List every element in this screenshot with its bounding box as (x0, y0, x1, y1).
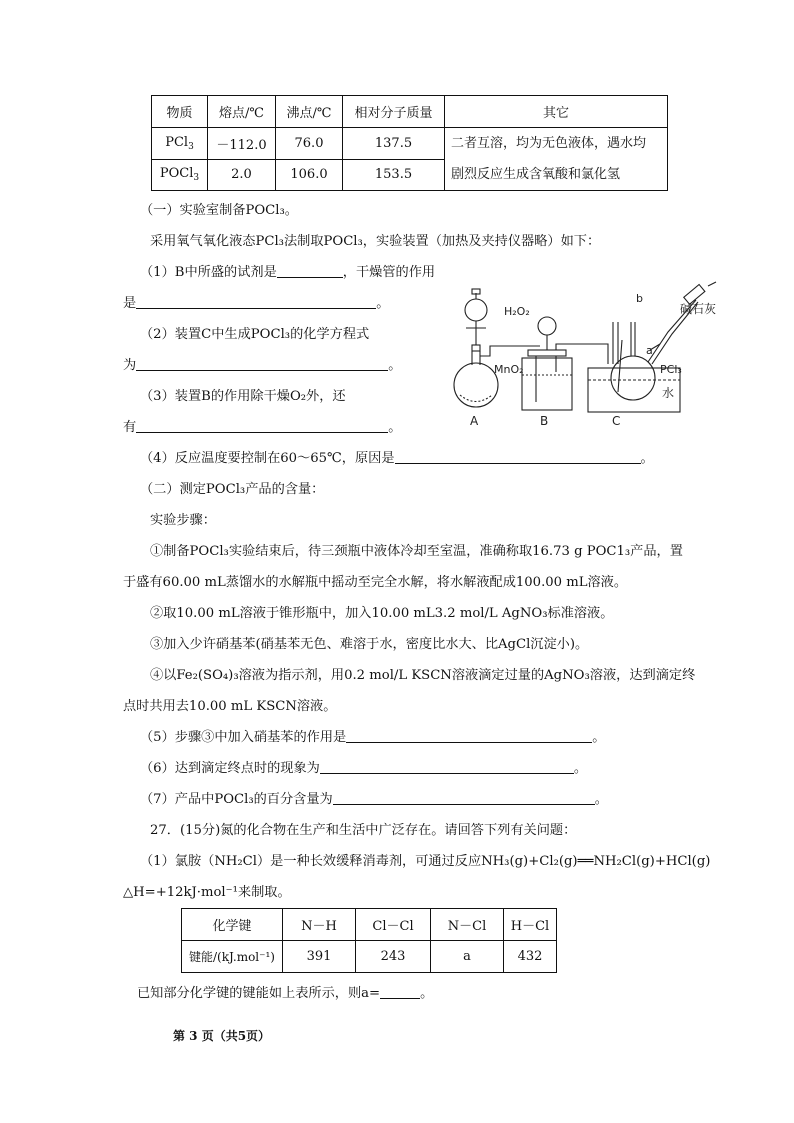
answer-blank[interactable] (395, 450, 641, 464)
apparatus-b (522, 317, 608, 410)
question-27-title: 27．(15分)氮的化合物在生产和生活中广泛存在。请回答下列有关问题： (150, 823, 577, 838)
section1-title: （一）实验室制备POCl₃。 (140, 203, 298, 218)
answer-blank[interactable] (277, 264, 343, 278)
bond-energy-table (181, 908, 557, 973)
label-a: A (470, 414, 479, 428)
table-cell: a (431, 941, 504, 973)
question-5: （5）步骤③中加入硝基苯的作用是 。 (140, 730, 606, 745)
answer-blank[interactable] (320, 760, 574, 774)
question-4: （4）反应温度要控制在60～65℃，原因是 。 (140, 451, 654, 466)
table-cell: 243 (356, 941, 431, 973)
question-2: （2）装置C中生成POCl₃的化学方程式 (140, 327, 370, 342)
header-bond: 化学键 (182, 909, 283, 941)
label-pcl3: PCl₃ (660, 363, 682, 376)
header-boiling-point: 沸点/℃ (276, 96, 343, 128)
question-27-tail: 已知部分化学键的键能如上表所示，则a= 。 (137, 986, 434, 1001)
step-3: ③加入少许硝基苯(硝基苯无色、难溶于水，密度比水大、比AgCl沉淀小)。 (150, 637, 589, 652)
header-other: 其它 (445, 96, 668, 128)
table-cell: PCl$_3$ (152, 128, 208, 160)
label-tube-b: b (636, 292, 643, 305)
label-soda-lime: 碱石灰 (680, 302, 717, 316)
step-2: ②取10.00 mL溶液于锥形瓶中，加入10.00 mL3.2 mol/L AgNO₃标准溶液。 (150, 606, 614, 621)
section2-title: （二）测定POCl₃产品的含量： (140, 482, 325, 497)
header-molar-mass: 相对分子质量 (343, 96, 445, 128)
header-h-cl: H－Cl (504, 909, 557, 941)
table-cell: 76.0 (276, 128, 343, 160)
table-cell: 137.5 (343, 128, 445, 160)
header-n-cl: N－Cl (431, 909, 504, 941)
answer-blank[interactable] (380, 985, 420, 999)
label-b: B (540, 414, 549, 428)
label-c: C (612, 414, 621, 428)
question-6: （6）达到滴定终点时的现象为 。 (140, 761, 588, 776)
steps-title: 实验步骤： (150, 513, 216, 528)
question-1: （1）B中所盛的试剂是 ，干燥管的作用 (140, 265, 436, 280)
answer-blank[interactable] (346, 729, 592, 743)
answer-blank[interactable] (333, 791, 595, 805)
question-27-1-cont: △H=+12kJ·mol⁻¹来制取。 (123, 885, 291, 900)
step-1-cont: 于盛有60.00 mL蒸馏水的水解瓶中摇动至完全水解，将水解液配成100.00 mL溶液。 (123, 575, 628, 590)
step-4-cont: 点时共用去10.00 mL KSCN溶液。 (123, 699, 337, 714)
header-cl-cl: Cl－Cl (356, 909, 431, 941)
question-27-1: （1）氯胺（NH₂Cl）是一种长效缓释消毒剂，可通过反应NH₃(g)+Cl₂(g)══NH₂Cl(g)+HCl(g) (140, 854, 711, 869)
table-cell: POCl$_3$ (152, 159, 208, 191)
answer-blank[interactable] (136, 419, 388, 433)
label-h2o2: H₂O₂ (504, 305, 530, 318)
header-n-h: N－H (283, 909, 356, 941)
row-label-bond-energy: 键能/(kJ.mol⁻¹) (182, 941, 283, 973)
table-cell: 106.0 (276, 159, 343, 191)
intro-text: 采用氧气氧化液态PCl₃法制取POCl₃，实验装置（加热及夹持仪器略）如下： (150, 234, 601, 249)
label-water: 水 (662, 386, 675, 400)
page-footer: 第 3 页（共5页） (173, 1029, 271, 1043)
question-2-cont: 为 。 (123, 358, 402, 373)
header-substance: 物质 (152, 96, 208, 128)
table-cell: 153.5 (343, 159, 445, 191)
question-3-cont: 有 。 (123, 420, 402, 435)
apparatus-diagram (428, 280, 738, 435)
table-cell-other: 二者互溶，均为无色液体，遇水均 剧烈反应生成含氧酸和氯化氢 (445, 128, 668, 191)
table-cell: －112.0 (208, 128, 276, 160)
answer-blank[interactable] (136, 295, 376, 309)
properties-table (151, 95, 668, 191)
question-3: （3）装置B的作用除干燥O₂外，还 (140, 389, 346, 404)
question-1-cont: 是 。 (123, 296, 390, 311)
question-7: （7）产品中POCl₃的百分含量为 。 (140, 792, 608, 807)
header-melting-point: 熔点/℃ (208, 96, 276, 128)
table-cell: 391 (283, 941, 356, 973)
table-cell: 2.0 (208, 159, 276, 191)
table-cell: 432 (504, 941, 557, 973)
label-tube-a: a (646, 344, 653, 357)
answer-blank[interactable] (136, 357, 388, 371)
step-1: ①制备POCl₃实验结束后，待三颈瓶中液体冷却至室温，准确称取16.73 g POC1₃产品，置 (150, 544, 683, 559)
label-mno2: MnO₂ (494, 363, 524, 376)
step-4: ④以Fe₂(SO₄)₃溶液为指示剂，用0.2 mol/L KSCN溶液滴定过量的AgNO₃溶液，达到滴定终 (150, 668, 696, 683)
